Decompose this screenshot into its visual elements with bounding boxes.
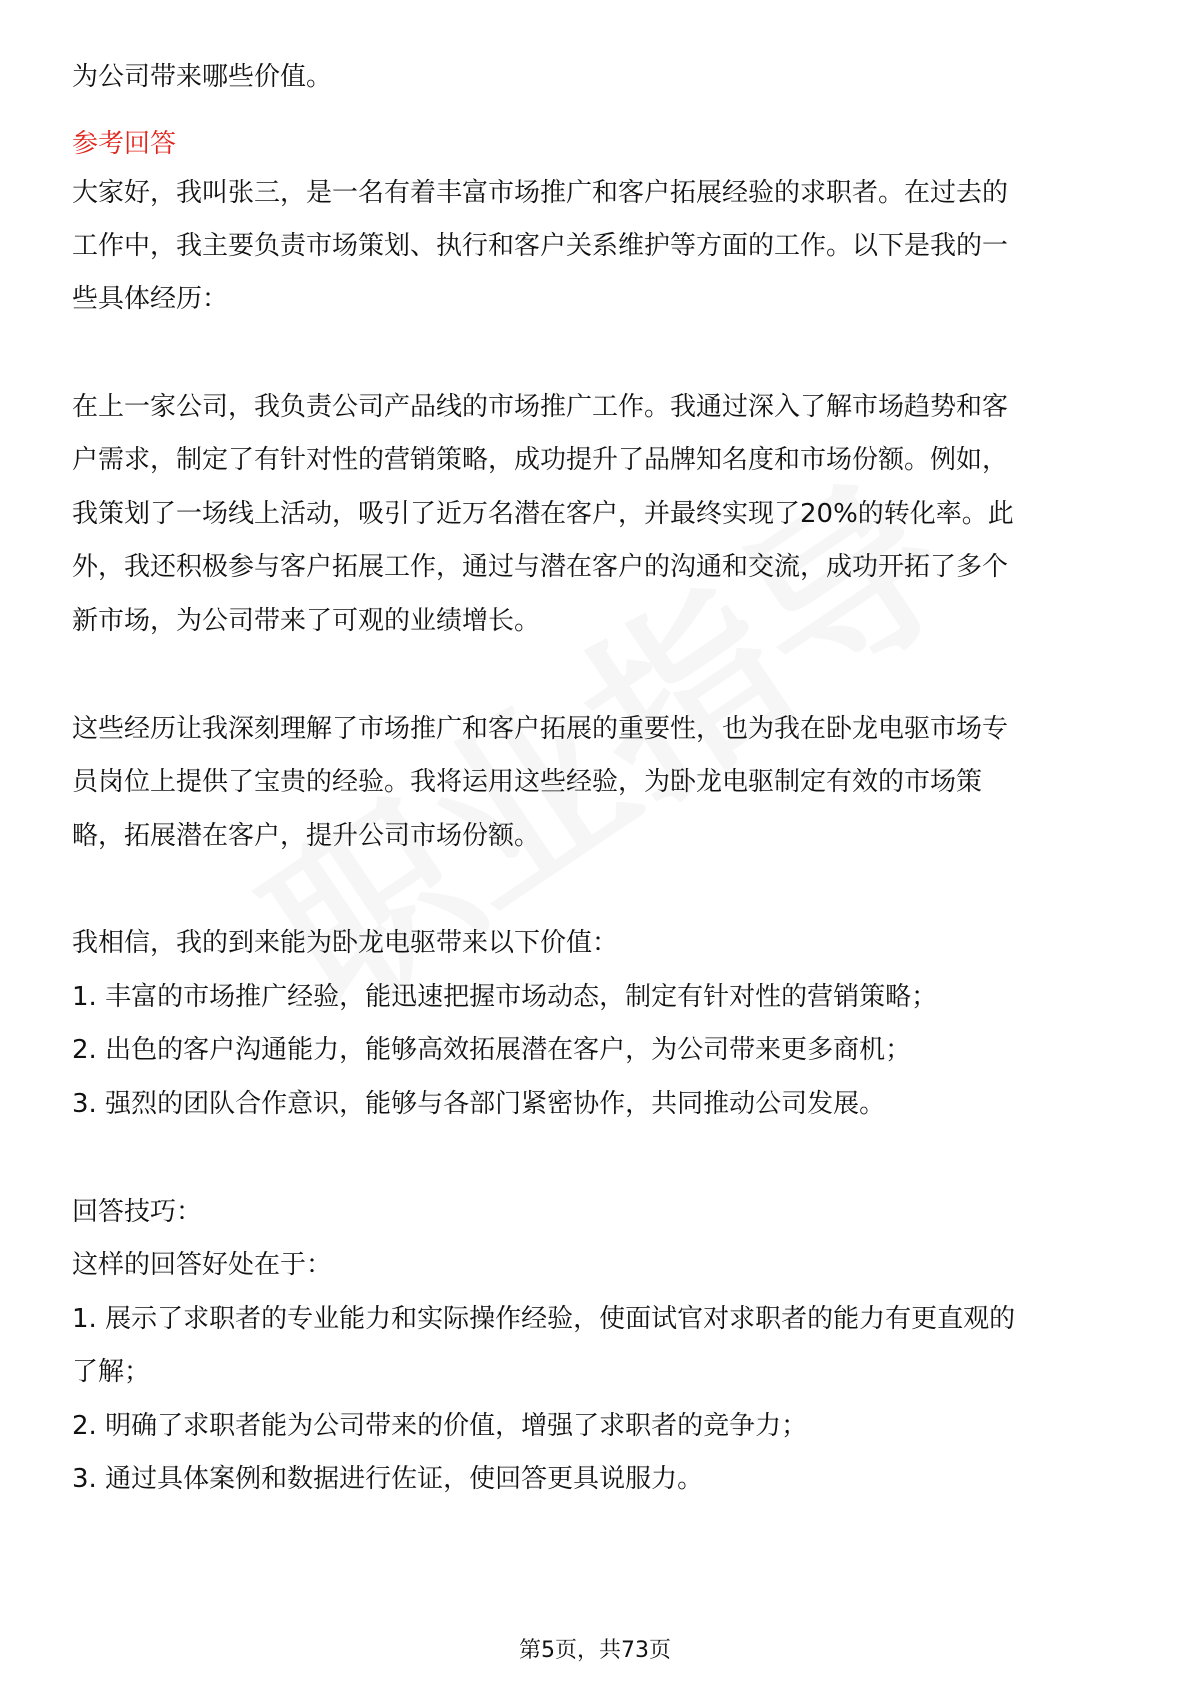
text-line: 外，我还积极参与客户拓展工作，通过与潜在客户的沟通和交流，成功开拓了多个 <box>72 552 1009 582</box>
text-line: 略，拓展潜在客户，提升公司市场份额。 <box>72 821 541 851</box>
text-line: 新市场，为公司带来了可观的业绩增长。 <box>72 606 541 636</box>
page-footer: 第5页，共73页 <box>519 1638 671 1663</box>
list-item: 1. 丰富的市场推广经验，能迅速把握市场动态，制定有针对性的营销策略； <box>72 982 938 1012</box>
section-heading: 参考回答 <box>72 129 177 159</box>
list-item: 3. 强烈的团队合作意识，能够与各部门紧密协作，共同推动公司发展。 <box>72 1089 886 1119</box>
text-line: 我策划了一场线上活动，吸引了近万名潜在客户，并最终实现了20%的转化率。此 <box>72 499 1014 529</box>
list-item: 2. 出色的客户沟通能力，能够高效拓展潜在客户，为公司带来更多商机； <box>72 1035 912 1065</box>
list-item-continuation: 了解； <box>72 1357 151 1387</box>
text-line: 为公司带来哪些价值。 <box>72 62 333 92</box>
text-line: 些具体经历： <box>72 284 229 314</box>
text-line: 回答技巧： <box>72 1197 203 1227</box>
text-line: 这样的回答好处在于： <box>72 1250 333 1280</box>
list-item: 2. 明确了求职者能为公司带来的价值，增强了求职者的竞争力； <box>72 1411 808 1441</box>
list-item: 1. 展示了求职者的专业能力和实际操作经验，使面试官对求职者的能力有更直观的 <box>72 1304 1016 1334</box>
text-line: 大家好，我叫张三，是一名有着丰富市场推广和客户拓展经验的求职者。在过去的 <box>72 178 1009 208</box>
text-line: 这些经历让我深刻理解了市场推广和客户拓展的重要性，也为我在卧龙电驱市场专 <box>72 714 1009 744</box>
text-line: 在上一家公司，我负责公司产品线的市场推广工作。我通过深入了解市场趋势和客 <box>72 392 1009 422</box>
text-line: 工作中，我主要负责市场策划、执行和客户关系维护等方面的工作。以下是我的一 <box>72 231 1009 261</box>
text-line: 户需求，制定了有针对性的营销策略，成功提升了品牌知名度和市场份额。例如， <box>72 445 1009 475</box>
text-line: 员岗位上提供了宝贵的经验。我将运用这些经验，为卧龙电驱制定有效的市场策 <box>72 767 983 797</box>
text-line: 我相信，我的到来能为卧龙电驱带来以下价值： <box>72 928 619 958</box>
list-item: 3. 通过具体案例和数据进行佐证，使回答更具说服力。 <box>72 1464 704 1494</box>
